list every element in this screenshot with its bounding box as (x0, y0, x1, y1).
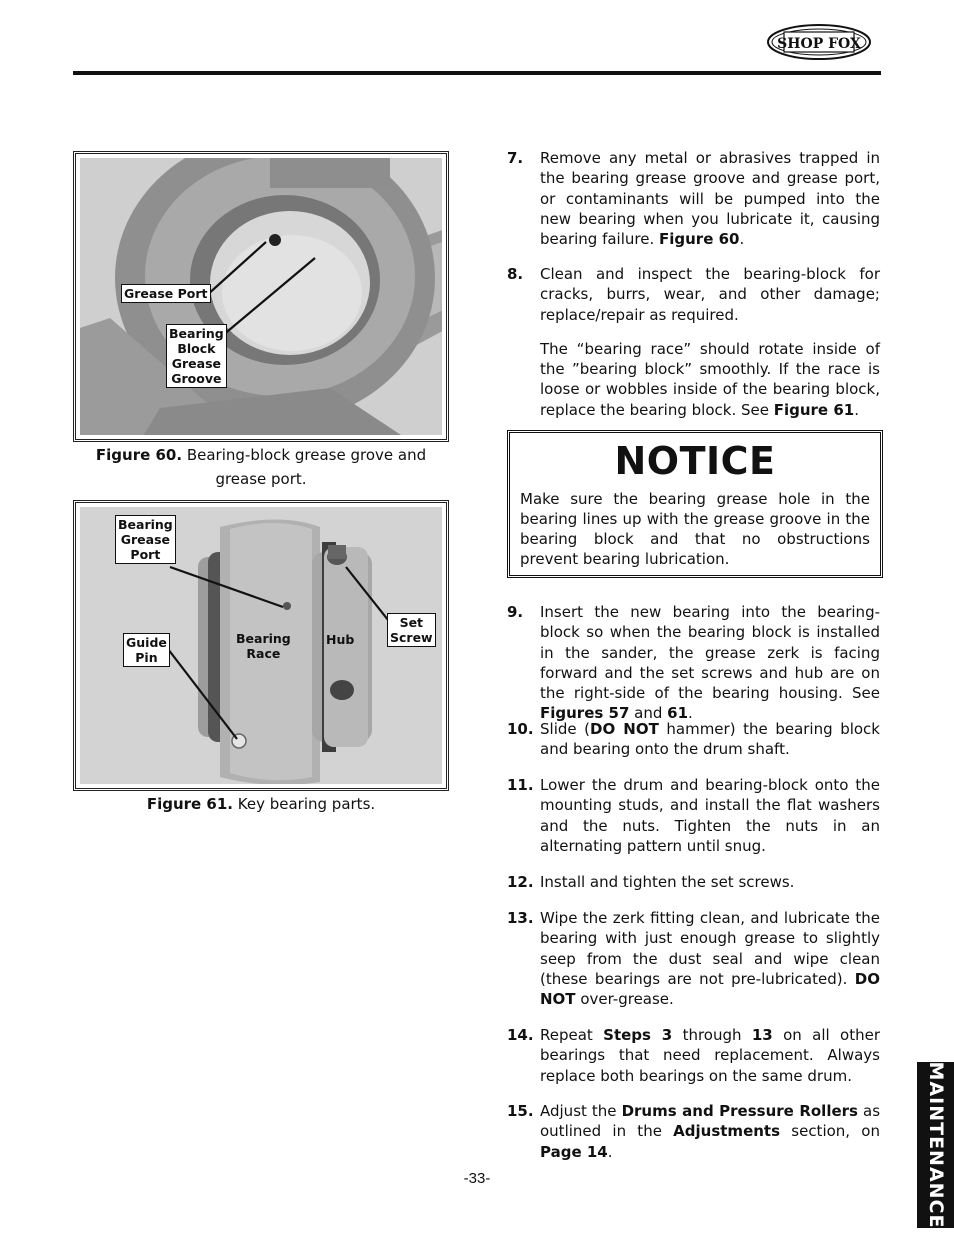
callout-bearing-block-grease-groove: Bearing Block Grease Groove (166, 324, 227, 388)
callout-grease-port: Grease Port (121, 284, 211, 303)
shop-fox-logo (766, 22, 872, 62)
page-number: -33- (463, 1170, 491, 1187)
step-13: 13. Wipe the zerk fitting clean, and lubricate the bearing with just enough grease to slightly seep from the dust seal and wipe clean (these bearings are not pre-lubricated). DO NOT over-grease. (507, 909, 880, 1009)
figure-60 (73, 151, 449, 442)
callout-bearing-grease-port: Bearing Grease Port (115, 515, 176, 564)
step-9: 9. Insert the new bearing into the bearing-block so when the bearing block is installed in the sander, the grease zerk is facing forward and the set screws and hub are on the right-side of the bearing housing. See Figures 57 and 61. (507, 603, 880, 723)
step-12: 12. Install and tighten the set screws. (507, 873, 795, 891)
header-rule (73, 71, 881, 75)
step-7: 7. Remove any metal or abrasives trapped in the bearing grease groove and grease port, or contaminants will be pumped into the new bearing when you lubricate it, causing bearing failure. Figure 60. (507, 149, 880, 249)
label-hub: Hub (326, 632, 355, 647)
step-11: 11. Lower the drum and bearing-block onto the mounting studs, and install the flat washers and the nuts. Tighten the nuts in an alternating pattern until snug. (507, 776, 880, 855)
notice-title: NOTICE (614, 439, 776, 483)
notice-body: Make sure the bearing grease hole in the bearing lines up with the grease groove in the bearing block and that no obstructions prevent bearing lubrication. (520, 490, 870, 568)
step-14: 14. Repeat Steps 3 through 13 on all other bearings that need replacement. Always replace both bearings on the same drum. (507, 1026, 880, 1085)
svg-text:SHOP FOX: SHOP FOX (777, 36, 861, 52)
step-10: 10. Slide (DO NOT hammer) the bearing block and bearing onto the drum shaft. (507, 720, 880, 759)
callout-guide-pin: Guide Pin (123, 633, 170, 667)
figure-61-caption: Figure 61. Key bearing parts. (146, 795, 376, 813)
figure-61 (73, 500, 449, 791)
step-15: 15. Adjust the Drums and Pressure Rollers as outlined in the Adjustments section, on Page 14. (507, 1102, 881, 1161)
figure-60-caption: Figure 60. Bearing-block grease grove and grease port. (95, 446, 427, 488)
notice-box (507, 430, 883, 578)
label-bearing-race: Bearing Race (236, 631, 291, 661)
step-8: 8. Clean and inspect the bearing-block for cracks, burrs, wear, and other damage; replace/repair as required. The “bearing race” should rotate inside of the ”bearing block” smoothly. If the race is loose or wobbles inside of the bearing block, replace the bearing block. See Figure 61. (507, 265, 880, 419)
section-tab-maintenance: MAINTENANCE (917, 1062, 954, 1228)
callout-set-screw: Set Screw (387, 613, 436, 647)
